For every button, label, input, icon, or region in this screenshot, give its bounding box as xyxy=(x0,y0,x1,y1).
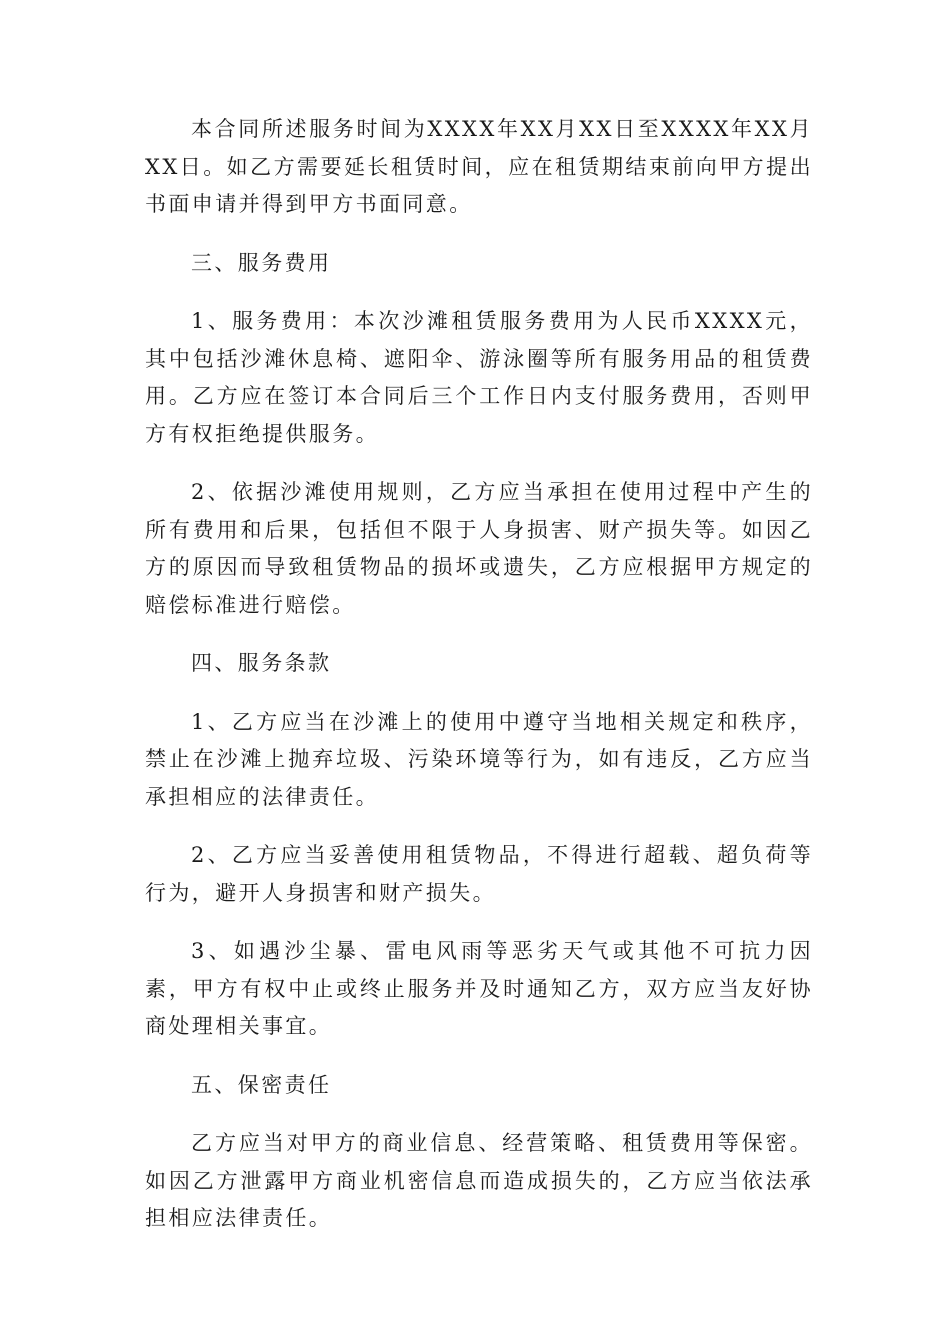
paragraph-terms-3: 3、如遇沙尘暴、雷电风雨等恶劣天气或其他不可抗力因素，甲方有权中止或终止服务并及时通知乙方，双方应当友好协商处理相关事宜。 xyxy=(145,939,813,1038)
paragraph-fees-2: 2、依据沙滩使用规则，乙方应当承担在使用过程中产生的所有费用和后果，包括但不限于人身损害、财产损失等。如因乙方的原因而导致租赁物品的损坏或遗失，乙方应根据甲方规定的赔偿标准进行赔偿。 xyxy=(145,480,813,617)
paragraph-terms-2: 2、乙方应当妥善使用租赁物品，不得进行超载、超负荷等行为，避开人身损害和财产损失。 xyxy=(145,843,813,905)
section-heading-service-terms: 四、服务条款 xyxy=(191,651,332,675)
section-heading-service-fees: 三、服务费用 xyxy=(191,250,332,275)
section-heading-confidentiality: 五、保密责任 xyxy=(191,1072,332,1097)
paragraph-confidentiality: 乙方应当对甲方的商业信息、经营策略、租赁费用等保密。如因乙方泄露甲方商业机密信息而造成损失的，乙方应当依法承担相应法律责任。 xyxy=(145,1131,813,1230)
paragraph-fees-1: 1、服务费用：本次沙滩租赁服务费用为人民币XXXX元，其中包括沙滩休息椅、遮阳伞、游泳圈等所有服务用品的租赁费用。乙方应在签订本合同后三个工作日内支付服务费用，否则甲方有权拒绝提供服务。 xyxy=(145,309,813,446)
document-body xyxy=(145,111,813,1259)
paragraph-service-period: 本合同所述服务时间为XXXX年XX月XX日至XXXX年XX月XX日。如乙方需要延长租赁时间，应在租赁期结束前向甲方提出书面申请并得到甲方书面同意。 xyxy=(145,117,813,216)
paragraph-terms-1: 1、乙方应当在沙滩上的使用中遵守当地相关规定和秩序，禁止在沙滩上抛弃垃圾、污染环境等行为，如有违反，乙方应当承担相应的法律责任。 xyxy=(145,709,813,809)
